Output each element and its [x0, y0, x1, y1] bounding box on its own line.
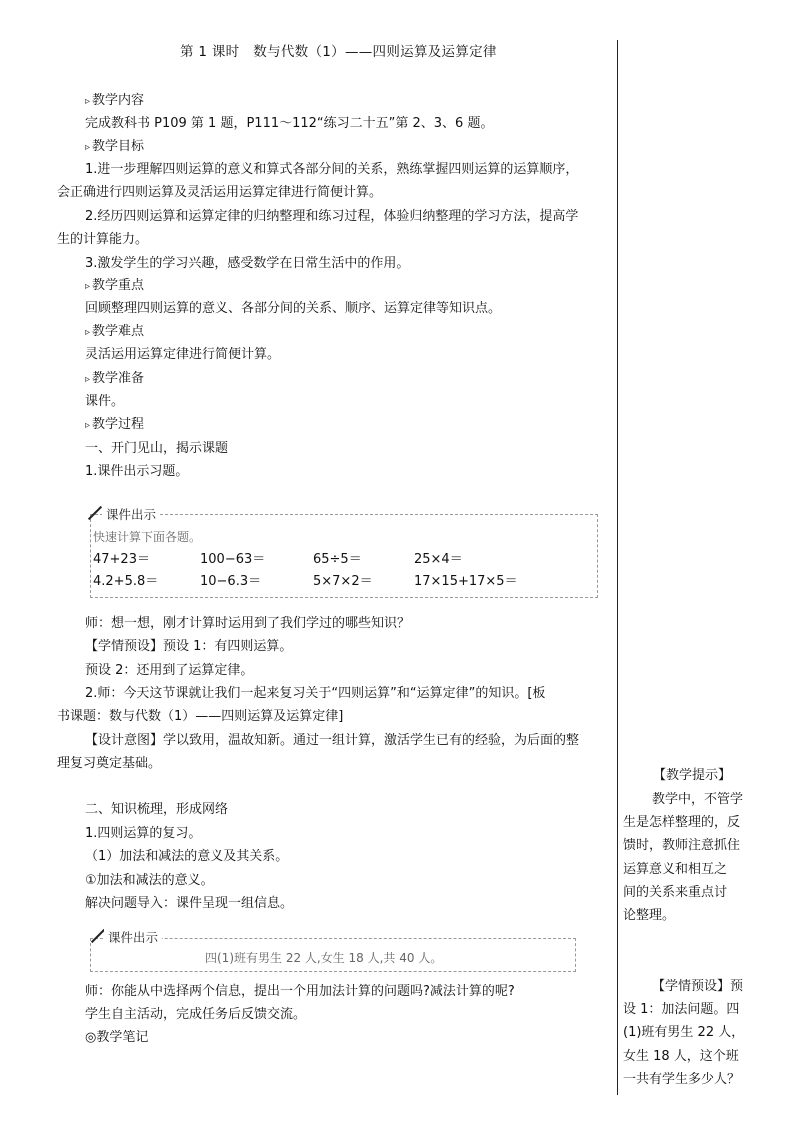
courseware-label-1: 课件出示 [102, 505, 160, 523]
sidebar-preset-line: 设 1：加法问题。四 [623, 1002, 740, 1017]
section-heading-key: ▹ 教学重点 [85, 278, 145, 293]
sidebar-tip-line: 论整理。 [623, 908, 676, 923]
teacher-question-2: 师：你能从中选择两个信息，提出一个用加法计算的问题吗?减法计算的呢? [85, 984, 515, 999]
goal-1-line-b: 会正确进行四则运算及灵活运用运算定律进行简便计算。 [57, 185, 383, 200]
step-2-line-b: 书课题：数与代数（1）——四则运算及运算定律] [57, 709, 344, 724]
teaching-notes: ◎教学笔记 [85, 1030, 149, 1045]
goal-2-line-b: 生的计算能力。 [57, 232, 149, 247]
section-heading-prep: ▹ 教学准备 [85, 371, 145, 386]
exercise-cell: 25×4＝ [414, 552, 463, 567]
goal-1-line-a: 1.进一步理解四则运算的意义和算式各部分间的关系，熟练掌握四则运算的运算顺序， [85, 162, 579, 177]
exercise-cell: 100−63＝ [200, 552, 266, 567]
section-heading-content: ▹ 教学内容 [85, 93, 145, 108]
design-intent-line-a: 【设计意图】学以致用，温故知新。通过一组计算，激活学生已有的经验，为后面的整 [85, 733, 580, 748]
sidebar-tip-line: 间的关系来重点讨 [623, 885, 728, 900]
part-1-heading: 一、开门见山，揭示课题 [85, 441, 229, 456]
exercise-cell: 17×15+17×5＝ [414, 574, 518, 589]
step-2-line-a: 2.师：今天这节课就让我们一起来复习关于“四则运算”和“运算定律”的知识。[板 [85, 686, 546, 701]
sidebar-preset-line: (1)班有男生 22 人， [623, 1025, 745, 1040]
triangle-bullet-icon: ▹ [85, 374, 91, 385]
design-intent-line-b: 理复习奠定基础。 [57, 756, 162, 771]
triangle-bullet-icon: ▹ [85, 281, 91, 292]
section-heading-goals: ▹ 教学目标 [85, 139, 145, 154]
sidebar-tip-heading: 【教学提示】 [653, 768, 732, 783]
part-2-heading: 二、知识梳理，形成网络 [85, 802, 229, 817]
sidebar-preset-line: 一共有学生多少人？ [623, 1072, 741, 1087]
key-text: 回顾整理四则运算的意义、各部分间的关系、顺序、运算定律等知识点。 [85, 301, 502, 316]
part-2-item-1-1a: ①加法和减法的意义。 [85, 873, 214, 888]
exercise-cell: 5×7×2＝ [313, 574, 373, 589]
exercise-cell: 65÷5＝ [313, 552, 362, 567]
goal-2-line-a: 2.经历四则运算和运算定律的归纳整理和练习过程，体验归纳整理的学习方法，提高学 [85, 209, 579, 224]
sidebar-tip-line: 馈时，教师注意抓住 [623, 838, 741, 853]
triangle-bullet-icon: ▹ [85, 96, 91, 107]
intro-text: 解决问题导入：课件呈现一组信息。 [85, 896, 294, 911]
section-heading-process: ▹ 教学过程 [85, 417, 145, 432]
sidebar-preset-line: 女生 18 人，这个班 [623, 1049, 739, 1064]
triangle-bullet-icon: ▹ [85, 142, 91, 153]
exercise-cell: 47+23＝ [93, 552, 150, 567]
courseware-label-2: 课件出示 [104, 928, 162, 946]
column-divider [617, 40, 618, 1095]
activity-text: 学生自主活动，完成任务后反馈交流。 [85, 1007, 307, 1022]
exercise-cell: 10−6.3＝ [200, 574, 262, 589]
part-1-step-1: 1.课件出示习题。 [85, 464, 189, 479]
exercise-cell: 4.2+5.8＝ [93, 574, 159, 589]
box1-instruction: 快速计算下面各题。 [93, 530, 202, 544]
difficulty-text: 灵活运用运算定律进行简便计算。 [85, 347, 281, 362]
prep-text: 课件。 [85, 394, 125, 409]
preset-1: 【学情预设】预设 1：有四则运算。 [85, 639, 293, 654]
part-2-item-1: 1.四则运算的复习。 [85, 826, 202, 841]
teacher-question-1: 师：想一想，刚才计算时运用到了我们学过的哪些知识？ [85, 616, 411, 631]
goal-3: 3.激发学生的学习兴趣，感受数学在日常生活中的作用。 [85, 256, 410, 271]
sidebar-tip-line: 生是怎样整理的，反 [623, 815, 741, 830]
preset-2: 预设 2：还用到了运算定律。 [85, 663, 254, 678]
part-2-item-1-1: （1）加法和减法的意义及其关系。 [85, 849, 289, 864]
triangle-bullet-icon: ▹ [85, 420, 91, 431]
content-text: 完成教科书 P109 第 1 题，P111～112“练习二十五”第 2、3、6 题。 [85, 116, 494, 131]
sidebar-preset-line: 【学情预设】预 [652, 979, 744, 994]
triangle-bullet-icon: ▹ [85, 327, 91, 338]
sidebar-tip-line: 教学中，不管学 [652, 792, 744, 807]
sidebar-tip-line: 运算意义和相互之 [623, 862, 728, 877]
box2-text: 四(1)班有男生 22 人,女生 18 人,共 40 人。 [205, 951, 443, 965]
page-title: 第 1 课时 数与代数（1）——四则运算及运算定律 [180, 44, 497, 60]
section-heading-difficulty: ▹ 教学难点 [85, 324, 145, 339]
